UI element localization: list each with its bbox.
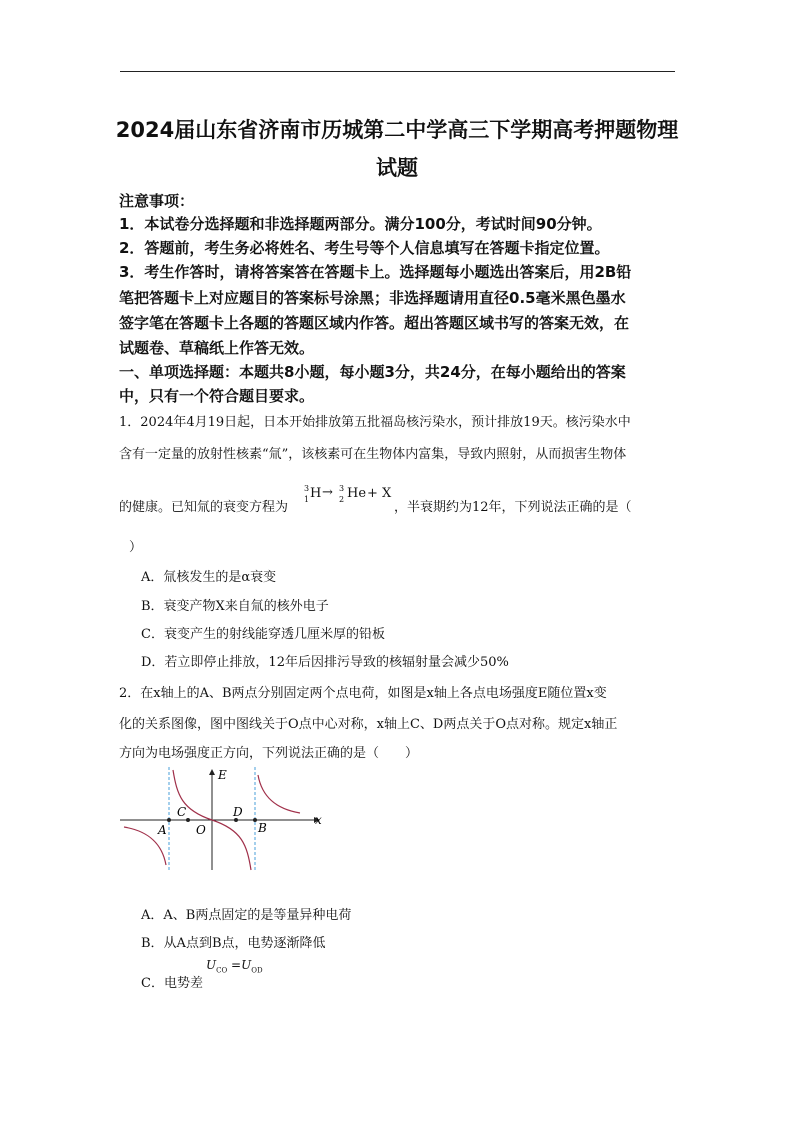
- header-rule: [120, 71, 675, 72]
- decay-equation: [301, 484, 393, 512]
- he-symbol: He: [347, 486, 367, 501]
- notice-item-3-cont1: 笔把答题卡上对应题目的答案标号涂黑；非选择题请用直径0.5毫米黑色墨水: [119, 289, 626, 307]
- q1-option-b: B．衰变产物X来自氚的核外电子: [141, 599, 329, 614]
- u-symbol-1: U: [206, 958, 217, 972]
- label-e: E: [218, 768, 227, 782]
- q2-option-c: C．电势差: [141, 976, 203, 991]
- e-axis-arrow-icon: [209, 769, 215, 775]
- field-graph: [118, 765, 328, 875]
- point-c: [186, 818, 190, 822]
- label-c: C: [177, 805, 187, 819]
- subscript-od: OD: [251, 966, 263, 975]
- he-mass-number: 3: [339, 484, 345, 493]
- equals-sign: =: [227, 958, 242, 972]
- section-heading-line2: 中，只有一个符合题目要求。: [119, 387, 315, 405]
- notice-item-1: 1．本试卷分选择题和非选择题两部分。满分100分，考试时间90分钟。: [119, 215, 602, 233]
- q2-text-line1: 2．在x轴上的A、B两点分别固定两个点电荷，如图是x轴上各点电场强度E随位置x变: [119, 686, 607, 701]
- curve-right-of-b: [258, 775, 300, 813]
- q1-text-line3-post: ，半衰期约为12年，下列说法正确的是（: [394, 500, 632, 515]
- u-symbol-2: U: [241, 958, 252, 972]
- q1-text-line1: 1．2024年4月19日起，日本开始排放第五批福岛核污染水，预计排放19天。核污染水中: [119, 415, 631, 430]
- q2-option-b: B．从A点到B点，电势逐渐降低: [141, 936, 326, 951]
- h-symbol: H: [310, 486, 322, 501]
- page-title-line2: 试题: [376, 156, 418, 180]
- section-heading: 一、单项选择题：本题共8小题，每小题3分，共24分，在每小题给出的答案: [119, 363, 626, 381]
- label-a: A: [158, 823, 167, 837]
- notice-item-2: 2．答题前，考生务必将姓名、考生号等个人信息填写在答题卡指定位置。: [119, 239, 610, 257]
- plus-x: + X: [367, 486, 392, 501]
- potential-difference-expr: [206, 958, 263, 974]
- label-o: O: [196, 823, 206, 837]
- label-x: x: [315, 813, 322, 827]
- label-d: D: [233, 805, 243, 819]
- label-b: B: [258, 821, 267, 835]
- q1-option-d: D．若立即停止排放，12年后因排污导致的核辐射量会减少50%: [141, 655, 509, 670]
- notice-item-3-cont3: 试题卷、草稿纸上作答无效。: [119, 339, 315, 357]
- q2-text-line3: 方向为电场强度正方向，下列说法正确的是（ ）: [119, 746, 419, 761]
- h-charge-number: 1: [304, 495, 310, 504]
- q1-option-c: C．衰变产生的射线能穿透几厘米厚的铅板: [141, 627, 385, 642]
- q1-text-line3-pre: 的健康。已知氚的衰变方程为: [119, 500, 289, 515]
- notice-item-3: 3．考生作答时，请将答案答在答题卡上。选择题每小题选出答案后，用2B铅: [119, 263, 632, 281]
- notice-heading: 注意事项：: [119, 192, 195, 210]
- q1-text-line2: 含有一定量的放射性核素“氚”，该核素可在生物体内富集，导致内照射，从而损害生物体: [119, 447, 627, 462]
- h-mass-number: 3: [304, 484, 310, 493]
- q1-text-line4: ）: [129, 540, 143, 555]
- q2-text-line2: 化的关系图像，图中图线关于O点中心对称，x轴上C、D两点关于O点对称。规定x轴正: [119, 717, 618, 732]
- q2-option-a: A．A、B两点固定的是等量异种电荷: [141, 908, 352, 923]
- he-charge-number: 2: [339, 495, 345, 504]
- point-a: [167, 818, 171, 822]
- point-b: [253, 818, 257, 822]
- page-title: 2024届山东省济南市历城第二中学高三下学期高考押题物理: [115, 118, 679, 142]
- arrow-icon: →: [322, 485, 333, 500]
- subscript-co: CO: [216, 966, 228, 975]
- notice-item-3-cont2: 签字笔在答题卡上各题的答题区域内作答。超出答题区域书写的答案无效，在: [119, 314, 630, 332]
- q1-option-a: A．氚核发生的是α衰变: [141, 570, 277, 585]
